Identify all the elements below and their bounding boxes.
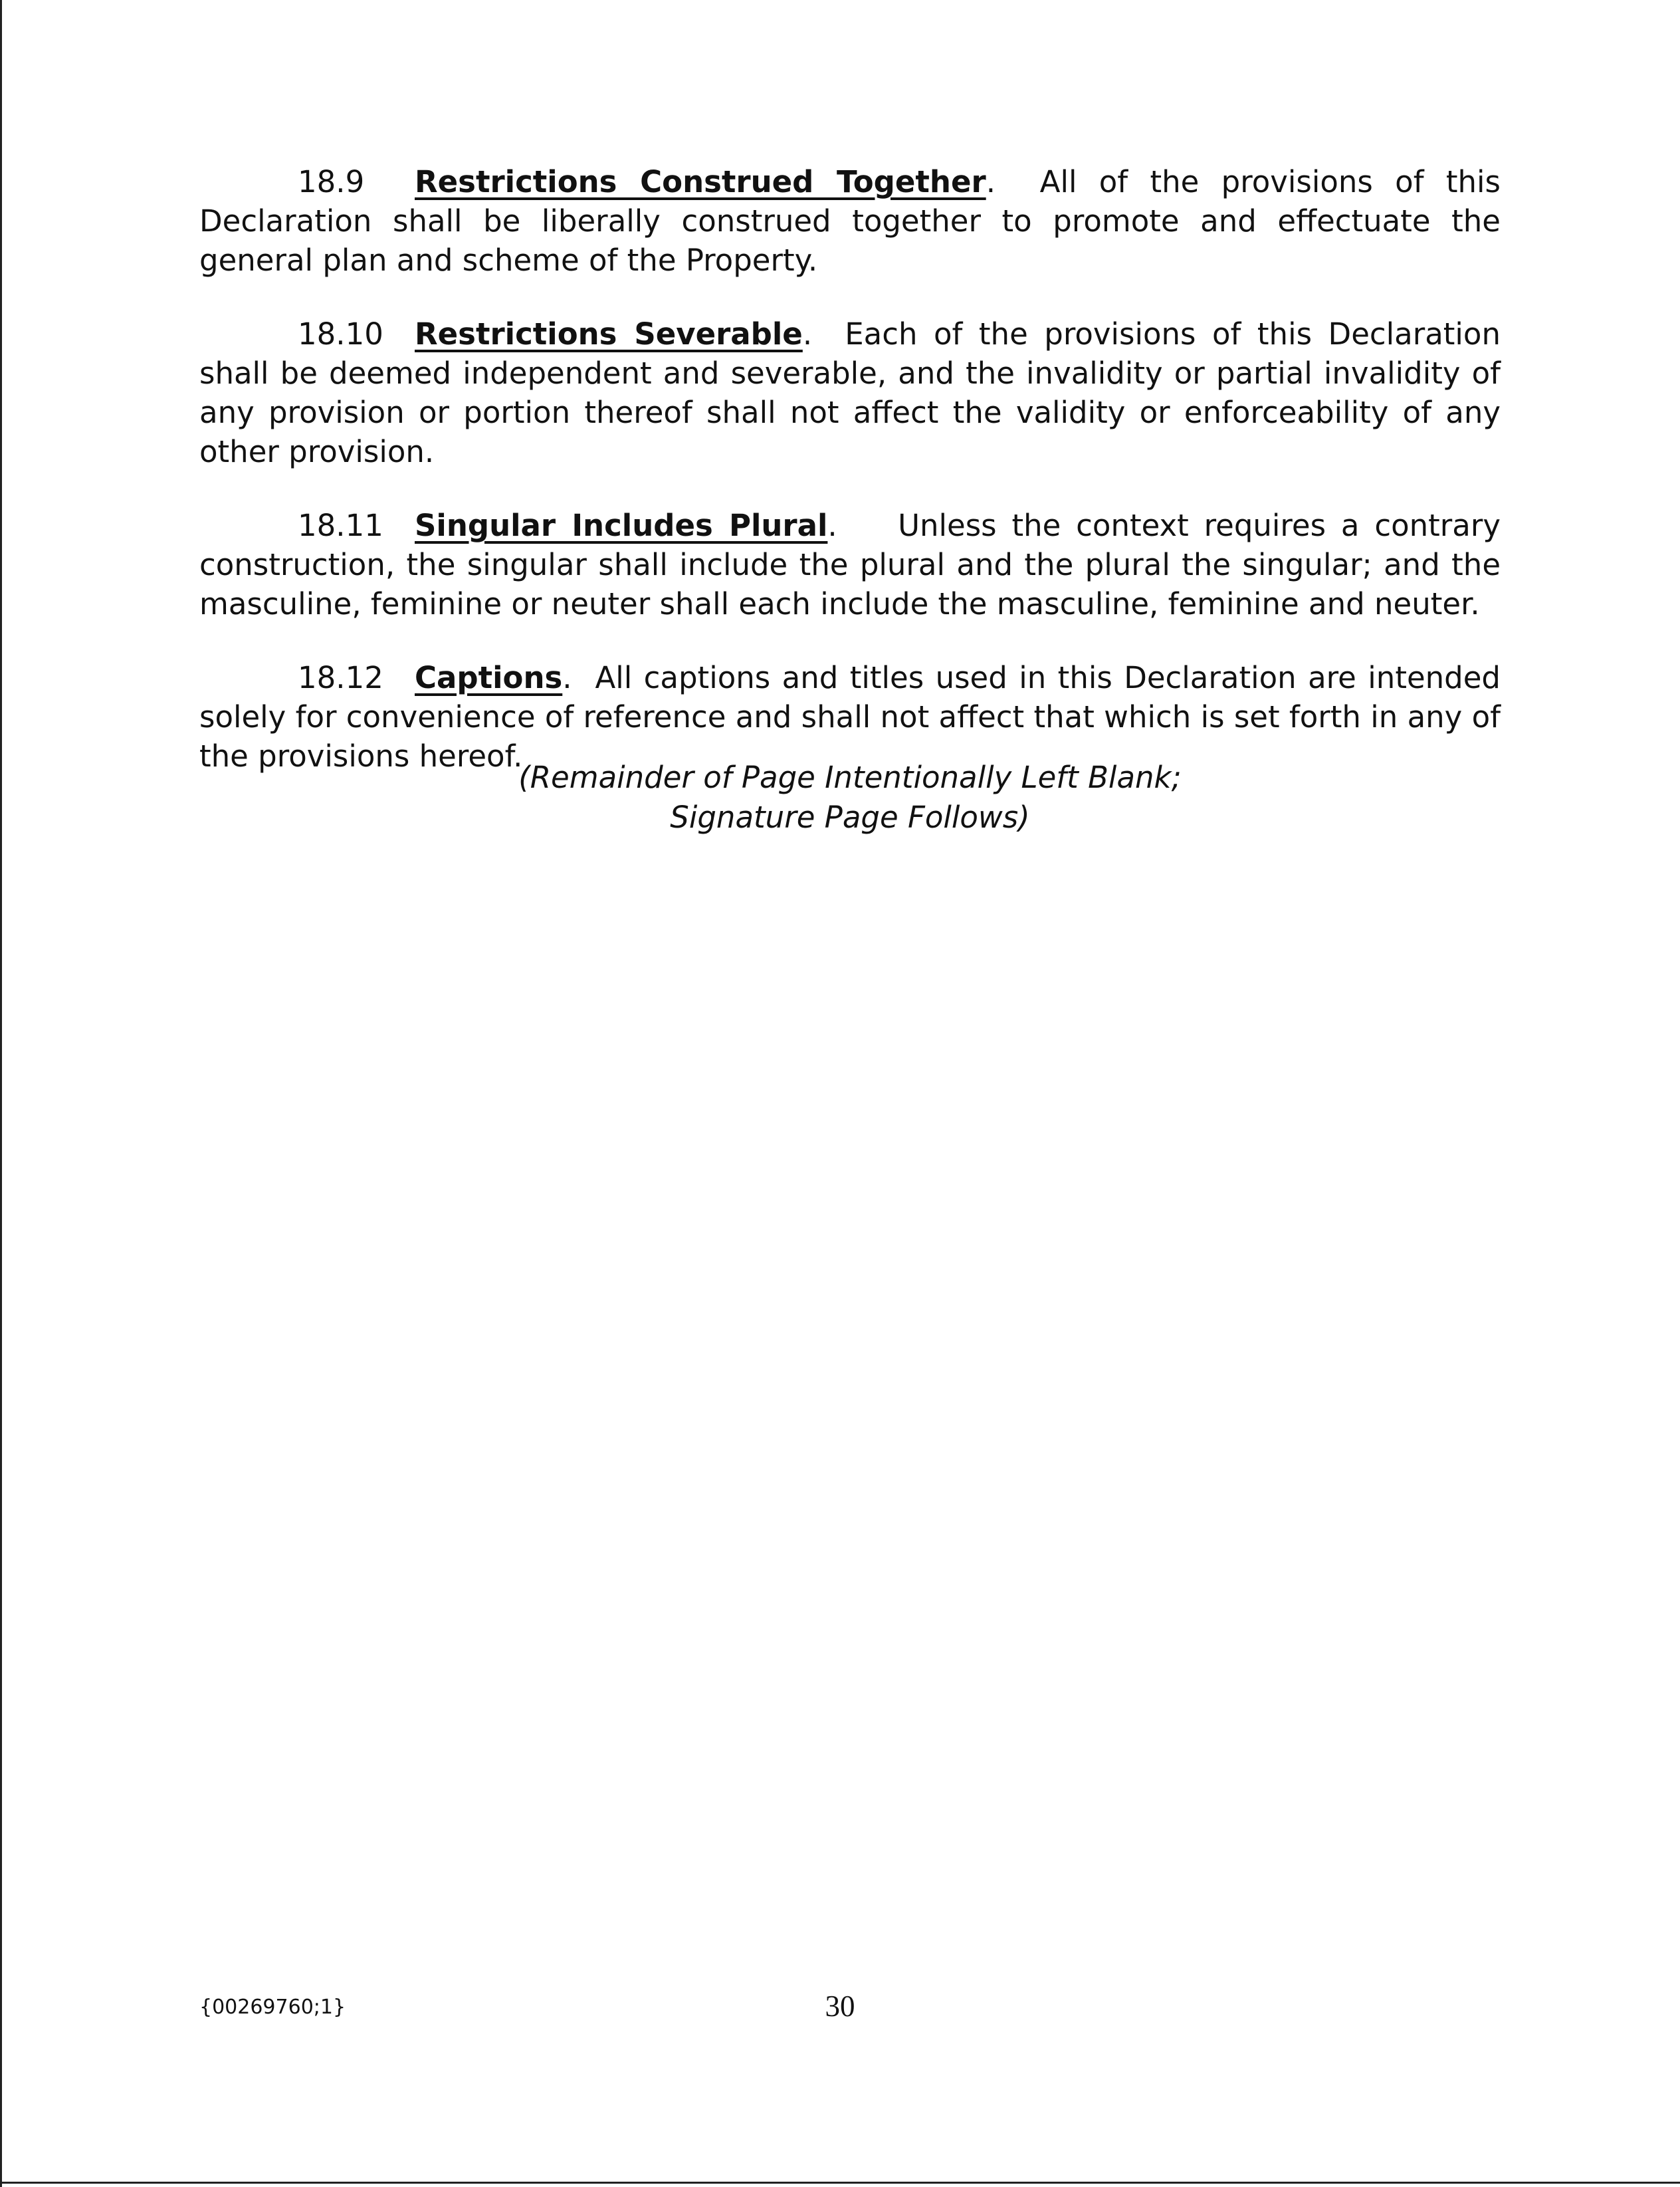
- section-heading: Restrictions Construed Together: [415, 164, 986, 199]
- scan-edge-left: [0, 0, 2, 2187]
- section-number: 18.12: [298, 660, 383, 695]
- remainder-line-2: Signature Page Follows): [670, 800, 1030, 835]
- section-heading: Captions: [415, 660, 563, 695]
- section-body: Unless the context requires a contrary construction, the singular shall include the plural and the plural the singular; and the masculine, feminine or neuter shall each include the masculine, feminine and neuter.: [199, 508, 1501, 622]
- scan-edge-bottom: [0, 2182, 1680, 2184]
- section-number: 18.9: [298, 164, 365, 199]
- section-heading: Singular Includes Plural: [415, 508, 828, 543]
- section-body: Each of the provisions of this Declaration shall be deemed independent and severable, and the invalidity or partial invalidity of any provision or portion thereof shall not affect the validity or enforceability of any other provision.: [199, 316, 1501, 469]
- section-heading: Restrictions Severable: [415, 316, 803, 352]
- document-id: {00269760;1}: [199, 1996, 346, 2019]
- section-18-10: 18.10 Restrictions Severable. Each of the provisions of this Declaration shall be deemed independent and severable, and the invalidity or partial invalidity of any provision or portion thereof shall not affect the validity or enforceability of any other provision.: [199, 314, 1501, 471]
- section-body: All captions and titles used in this Declaration are intended solely for convenience of reference and shall not affect that which is set forth in any of the provisions hereof.: [199, 660, 1501, 774]
- section-18-12: 18.12 Captions. All captions and titles used in this Declaration are intended solely for convenience of reference and shall not affect that which is set forth in any of the provisions hereof.: [199, 658, 1501, 776]
- remainder-note: [199, 758, 1501, 838]
- section-18-11: 18.11 Singular Includes Plural. Unless the context requires a contrary construction, the singular shall include the plural and the plural the singular; and the masculine, feminine or neuter shall each include the masculine, feminine and neuter.: [199, 506, 1501, 624]
- section-body: All of the provisions of this Declaration shall be liberally construed together to promote and effectuate the general plan and scheme of the Property.: [199, 164, 1501, 278]
- section-18-9: 18.9 Restrictions Construed Together. All of the provisions of this Declaration shall be liberally construed together to promote and effectuate the general plan and scheme of the Property.: [199, 162, 1501, 280]
- section-number: 18.11: [298, 508, 383, 543]
- remainder-line-1: (Remainder of Page Intentionally Left Blank;: [518, 760, 1182, 795]
- page-number: 30: [825, 1990, 855, 2023]
- section-number: 18.10: [298, 316, 383, 352]
- sections: [199, 162, 1501, 810]
